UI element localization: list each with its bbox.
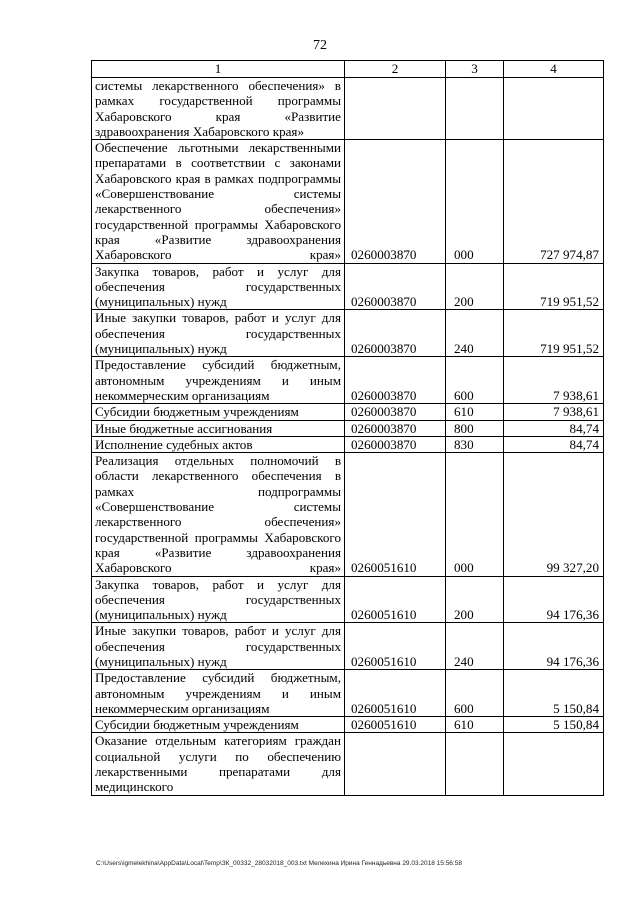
table-row — [92, 453, 604, 576]
target-code-cell: 0260003870 — [345, 357, 446, 404]
target-code-cell — [345, 733, 446, 795]
row-name-cell: Иные закупки товаров, работ и услуг для обеспечения государственных (муниципальных) нужд — [92, 623, 345, 670]
file-path-footer: C:\Users\igmelekhina\AppData\Local\Temp\ЗК_00332_28032018_003.txt Мелехина Ирина Геннадьевна 29.03.2018 15:56:58 — [96, 860, 462, 867]
expense-type-cell: 830 — [446, 436, 504, 452]
expense-type-cell — [446, 78, 504, 140]
target-code-cell: 0260003870 — [345, 404, 446, 420]
column-header-2: 2 — [345, 61, 446, 78]
amount-cell — [504, 78, 604, 140]
expense-type-cell: 610 — [446, 717, 504, 733]
amount-cell: 5 150,84 — [504, 670, 604, 717]
amount-cell: 719 951,52 — [504, 263, 604, 310]
column-header-4: 4 — [504, 61, 604, 78]
page-number: 72 — [313, 38, 327, 53]
table-row — [92, 576, 604, 623]
row-name-cell: Субсидии бюджетным учреждениям — [92, 717, 345, 733]
amount-cell: 5 150,84 — [504, 717, 604, 733]
target-code-cell: 0260051610 — [345, 670, 446, 717]
row-name-cell: Закупка товаров, работ и услуг для обеспечения государственных (муниципальных) нужд — [92, 263, 345, 310]
target-code-cell: 0260003870 — [345, 436, 446, 452]
table-row — [92, 78, 604, 140]
row-name-cell: Закупка товаров, работ и услуг для обеспечения государственных (муниципальных) нужд — [92, 576, 345, 623]
expense-type-cell: 000 — [446, 140, 504, 263]
row-name-cell: Предоставление субсидий бюджетным, автономным учреждениям и иным некоммерческим организациям — [92, 670, 345, 717]
table-row — [92, 733, 604, 795]
row-name-cell: Предоставление субсидий бюджетным, автономным учреждениям и иным некоммерческим организациям — [92, 357, 345, 404]
row-name-cell: Субсидии бюджетным учреждениям — [92, 404, 345, 420]
target-code-cell: 0260003870 — [345, 263, 446, 310]
column-header-3: 3 — [446, 61, 504, 78]
budget-table — [91, 60, 604, 796]
expense-type-cell: 240 — [446, 310, 504, 357]
amount-cell: 84,74 — [504, 436, 604, 452]
expense-type-cell: 240 — [446, 623, 504, 670]
table-row — [92, 436, 604, 452]
table-row — [92, 263, 604, 310]
amount-cell: 7 938,61 — [504, 357, 604, 404]
amount-cell — [504, 733, 604, 795]
table-row — [92, 310, 604, 357]
expense-type-cell: 000 — [446, 453, 504, 576]
amount-cell: 94 176,36 — [504, 576, 604, 623]
amount-cell: 84,74 — [504, 420, 604, 436]
expense-type-cell: 600 — [446, 357, 504, 404]
column-header-1: 1 — [92, 61, 345, 78]
table-row — [92, 717, 604, 733]
expense-type-cell: 600 — [446, 670, 504, 717]
header-row — [92, 61, 604, 78]
table-row — [92, 670, 604, 717]
amount-cell: 719 951,52 — [504, 310, 604, 357]
expense-type-cell: 610 — [446, 404, 504, 420]
target-code-cell: 0260003870 — [345, 310, 446, 357]
row-name-cell: Обеспечение льготными лекарственными препаратами в соответствии с законами Хабаровского края в рамках подпрограммы «Совершенствование системы лекарственного обеспечения» государственной программы Хабаровского края «Развитие здравоохранения Хабаровского края» — [92, 140, 345, 263]
target-code-cell: 0260003870 — [345, 420, 446, 436]
row-name-cell: Иные бюджетные ассигнования — [92, 420, 345, 436]
row-name-cell: Исполнение судебных актов — [92, 436, 345, 452]
table-row — [92, 140, 604, 263]
target-code-cell: 0260051610 — [345, 623, 446, 670]
amount-cell: 94 176,36 — [504, 623, 604, 670]
row-name-cell: системы лекарственного обеспечения» в рамках государственной программы Хабаровского края «Развитие здравоохранения Хабаровского края» — [92, 78, 345, 140]
expense-type-cell: 800 — [446, 420, 504, 436]
target-code-cell: 0260003870 — [345, 140, 446, 263]
amount-cell: 727 974,87 — [504, 140, 604, 263]
target-code-cell: 0260051610 — [345, 453, 446, 576]
expense-type-cell: 200 — [446, 263, 504, 310]
table-row — [92, 404, 604, 420]
amount-cell: 99 327,20 — [504, 453, 604, 576]
row-name-cell: Реализация отдельных полномочий в области лекарственного обеспечения в рамках подпрограммы «Совершенствование системы лекарственного обеспечения» государственной программы Хабаровского края «Развитие здравоохранения Хабаровского края» — [92, 453, 345, 576]
amount-cell: 7 938,61 — [504, 404, 604, 420]
row-name-cell: Иные закупки товаров, работ и услуг для обеспечения государственных (муниципальных) нужд — [92, 310, 345, 357]
expense-type-cell — [446, 733, 504, 795]
target-code-cell — [345, 78, 446, 140]
row-name-cell: Оказание отдельным категориям граждан социальной услуги по обеспечению лекарственными препаратами для медицинского — [92, 733, 345, 795]
target-code-cell: 0260051610 — [345, 576, 446, 623]
table-row — [92, 623, 604, 670]
target-code-cell: 0260051610 — [345, 717, 446, 733]
table-row — [92, 357, 604, 404]
table-row — [92, 420, 604, 436]
expense-type-cell: 200 — [446, 576, 504, 623]
